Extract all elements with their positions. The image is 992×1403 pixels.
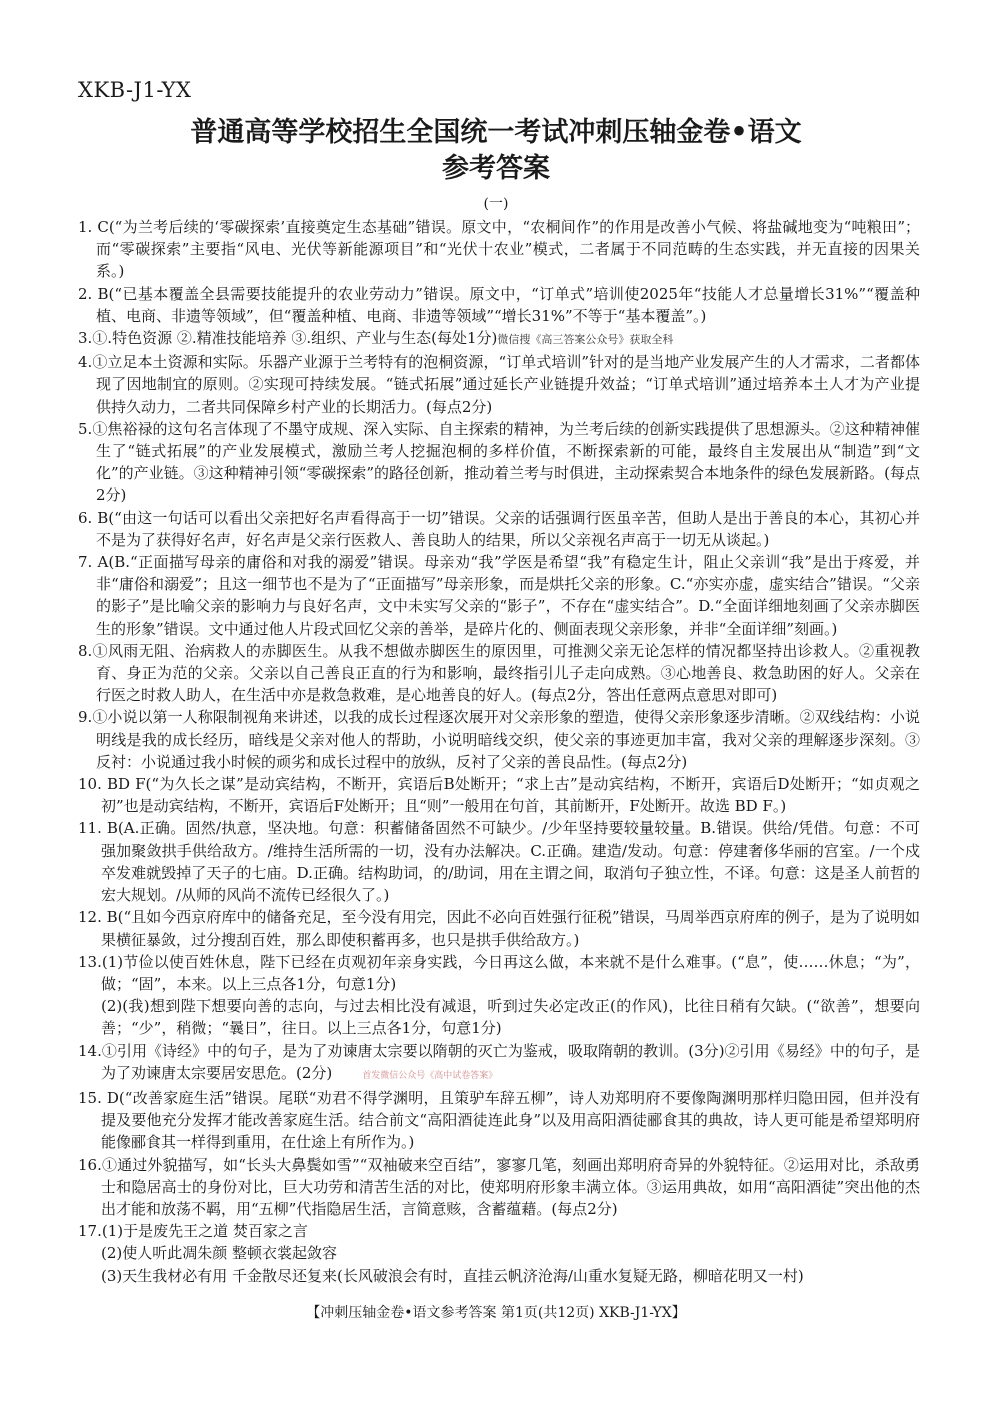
answer-3-inline-note: 微信搜《高三答案公众号》获取全科 — [497, 333, 674, 347]
answer-item-6: 6. B(“由这一句话可以看出父亲把好名声看得高于一切”错误。父亲的话强调行医虽辛苦，但助人是出于善良的本心，其初心并不是为了获得好名声，好名声是父亲行医救人、善良助人的结果，所以父亲视名声高于一切无从谈起。) — [78, 508, 920, 549]
paper-code: XKB-J1-YX — [78, 78, 192, 102]
document-subtitle: 参考答案 — [442, 153, 550, 184]
answer-item-16: 16.①通过外貌描写，如“长头大鼻鬓如雪”“双袖破来空百结”，寥寥几笔，刻画出郑明府奇异的外貌特征。②运用对比，杀敌勇士和隐居高士的身份对比，巨大功劳和清苦生活的对比，使郑明府形象丰满立体。③运用典故，如用“高阳酒徒”突出他的杰出才能和放荡不羁，用“五柳”代指隐居生活，言简意赅，含蓄蕴藉。(每点2分) — [78, 1155, 920, 1218]
answer-3-text: 3.①.特色资源 ②.精准技能培养 ③.组织、产业与生态(每处1分) — [78, 329, 498, 348]
answer-item-4: 4.①立足本土资源和实际。乐器产业源于兰考特有的泡桐资源，“订单式培训”针对的是当地产业发展产生的人才需求，二者都体现了因地制宜的原则。②实现可持续发展。“链式拓展”通过延长产业链提升效益；“订单式培训”通过培养本土人才为产业提供持久动力，二者共同保障乡村产业的长期活力。(每点2分) — [78, 353, 920, 416]
answer-14-text: 14.①引用《诗经》中的句子，是为了劝谏唐太宗要以隋朝的灭亡为鉴戒，吸取隋朝的教训。(3分)②引用《易经》中的句子，是为了劝谏唐太宗要居安思危。(2分) — [78, 1041, 920, 1082]
answer-item-10: 10. BD F(“为久长之谋”是动宾结构，不断开，宾语后B处断开；“求上古”是动宾结构，不断开，宾语后D处断开；“如贞观之初”也是动宾结构，不断开，宾语后F处断开；且“则”一般用在句首，其前断开，F处断开。故选 BD F。) — [78, 775, 920, 816]
answer-item-13-2: (2)(我)想到陛下想要向善的志向，与过去相比没有减退，听到过失必定改正(的作风)，比往日稍有欠缺。(“欲善”，想要向善；“少”，稍微；“曩日”，往日。以上三点各1分，句意1分) — [101, 997, 920, 1038]
answer-item-14 — [78, 1040, 920, 1087]
section-label: (一) — [483, 196, 509, 212]
document-title: 普通高等学校招生全国统一考试冲刺压轴金卷•语文 — [190, 117, 802, 148]
answer-item-8: 8.①风雨无阻、治病救人的赤脚医生。从我不想做赤脚医生的原因里，可推测父亲无论怎样的情况都坚持出诊救人。②重视教育、身正为范的父亲。父亲以自己善良正直的行为和影响，最终指引儿子走向成熟。③心地善良、救急助困的好人。父亲在行医之时救人助人，在生活中亦是救急救难，是心地善良的好人。(每点2分，答出任意两点意思对即可) — [78, 641, 920, 705]
answer-item-3 — [78, 327, 920, 351]
answer-item-2: 2. B(“已基本覆盖全县需要技能提升的农业劳动力”错误。原文中，“订单式”培训使2025年“技能人才总量增长31%”“覆盖种植、电商、非遗等领域”，但“覆盖种植、电商、非遗等领域”“增长31%”不等于“基本覆盖”。) — [78, 284, 920, 325]
answer-item-1: 1. C(“为兰考后续的‘零碳探索’直接奠定生态基础”错误。原文中，“农桐间作”的作用是改善小气候、将盐碱地变为“吨粮田”；而“零碳探索”主要指“风电、光伏等新能源项目”和“光伏十农业”模式，二者属于不同范畴的生态实践，并无直接的因果关系。) — [78, 218, 920, 281]
answer-item-5: 5.①焦裕禄的这句名言体现了不墨守成规、深入实际、自主探索的精神，为兰考后续的创新实践提供了思想源头。②这种精神催生了“链式拓展”的产业发展模式，激励兰考人挖掘泡桐的多样价值，不断探索新的可能，最终自主发展出从“制造”到“文化”的产业链。③这种精神引领“零碳探索”的路径创新，推动着兰考与时俱进，主动探索契合本地条件的绿色发展新路。(每点2分) — [78, 419, 920, 505]
answer-item-12: 12. B(“且如今西京府库中的储备充足，至今没有用完，因此不必向百姓强行征税”错误，马周举西京府库的例子，是为了说明如果横征暴敛，过分搜刮百姓，那么即使积蓄再多，也只是拱手供给敌方。) — [78, 908, 920, 949]
answer-item-13-1: 13.(1)节俭以使百姓休息，陛下已经在贞观初年亲身实践，今日再这么做，本来就不是什么难事。(“息”，使……休息；“为”，做；“固”，本来。以上三点各1分，句意1分) — [78, 952, 920, 993]
watermark-text: 首发微信公众号《高中试卷答案》 — [362, 1070, 498, 1081]
answer-item-9: 9.①小说以第一人称限制视角来讲述，以我的成长过程逐次展开对父亲形象的塑造，使得父亲形象逐步清晰。②双线结构：小说明线是我的成长经历，暗线是父亲对他人的帮助，小说明暗线交织，使父亲的事迹更加丰富，我对父亲的理解逐步深刻。③反衬：小说通过我小时候的顽劣和成长过程中的放纵，反衬了父亲的善良品性。(每点2分) — [78, 708, 920, 771]
answer-item-17-2: (2)使人听此凋朱颜 整顿衣裳起敛容 — [101, 1244, 338, 1263]
answer-item-7: 7. A(B.“正面描写母亲的庸俗和对我的溺爱”错误。母亲劝“我”学医是希望“我”有稳定生计，阻止父亲训“我”是出于疼爱，并非“庸俗和溺爱”；且这一细节也不是为了“正面描写”母亲形象，而是烘托父亲的形象。C.“亦实亦虚，虚实结合”错误。“父亲的影子”是比喻父亲的影响力与良好名声，文中未实写父亲的“影子”，不存在“虚实结合”。D.“全面详细地刻画了父亲赤脚医生的形象”错误。文中通过他人片段式回忆父亲的善举，是碎片化的、侧面表现父亲形象，并非“全面详细”刻画。) — [78, 553, 920, 638]
answer-item-17-3: (3)天生我材必有用 千金散尽还复来(长风破浪会有时，直挂云帆济沧海/山重水复疑无路，柳暗花明又一村) — [101, 1266, 804, 1285]
answer-item-17-1: 17.(1)于是废先王之道 焚百家之言 — [78, 1222, 308, 1241]
answer-item-15: 15. D(“改善家庭生活”错误。尾联“劝君不得学渊明，且策驴车辞五柳”，诗人劝郑明府不要像陶渊明那样归隐田园，但并没有提及要他充分发挥才能改善家庭生活。结合前文“高阳酒徒连此身”以及用高阳酒徒郦食其的典故，诗人更可能是希望郑明府能像郦食其一样得到重用，在仕途上有所作为。) — [78, 1088, 920, 1152]
page-footer: 【冲刺压轴金卷•语文参考答案 第1页(共12页) XKB-J1-YX】 — [306, 1305, 686, 1321]
answer-item-11: 11. B(A.正确。固然/执意，坚决地。句意：积蓄储备固然不可缺少。/少年坚持要较量较量。B.错误。供给/凭借。句意：不可强加聚敛拱手供给敌方。/维持生活所需的一切，没有办法解决。C.正确。建造/发动。句意：停建奢侈华丽的宫室。/一个戍卒发难就毁掉了天子的七庙。D.正确。结构助词，的/助词，用在主谓之间，取消句子独立性，不译。句意：这是圣人前哲的宏大规划。/从师的风尚不流传已经很久了。) — [78, 819, 920, 905]
answer-list — [78, 216, 920, 1287]
